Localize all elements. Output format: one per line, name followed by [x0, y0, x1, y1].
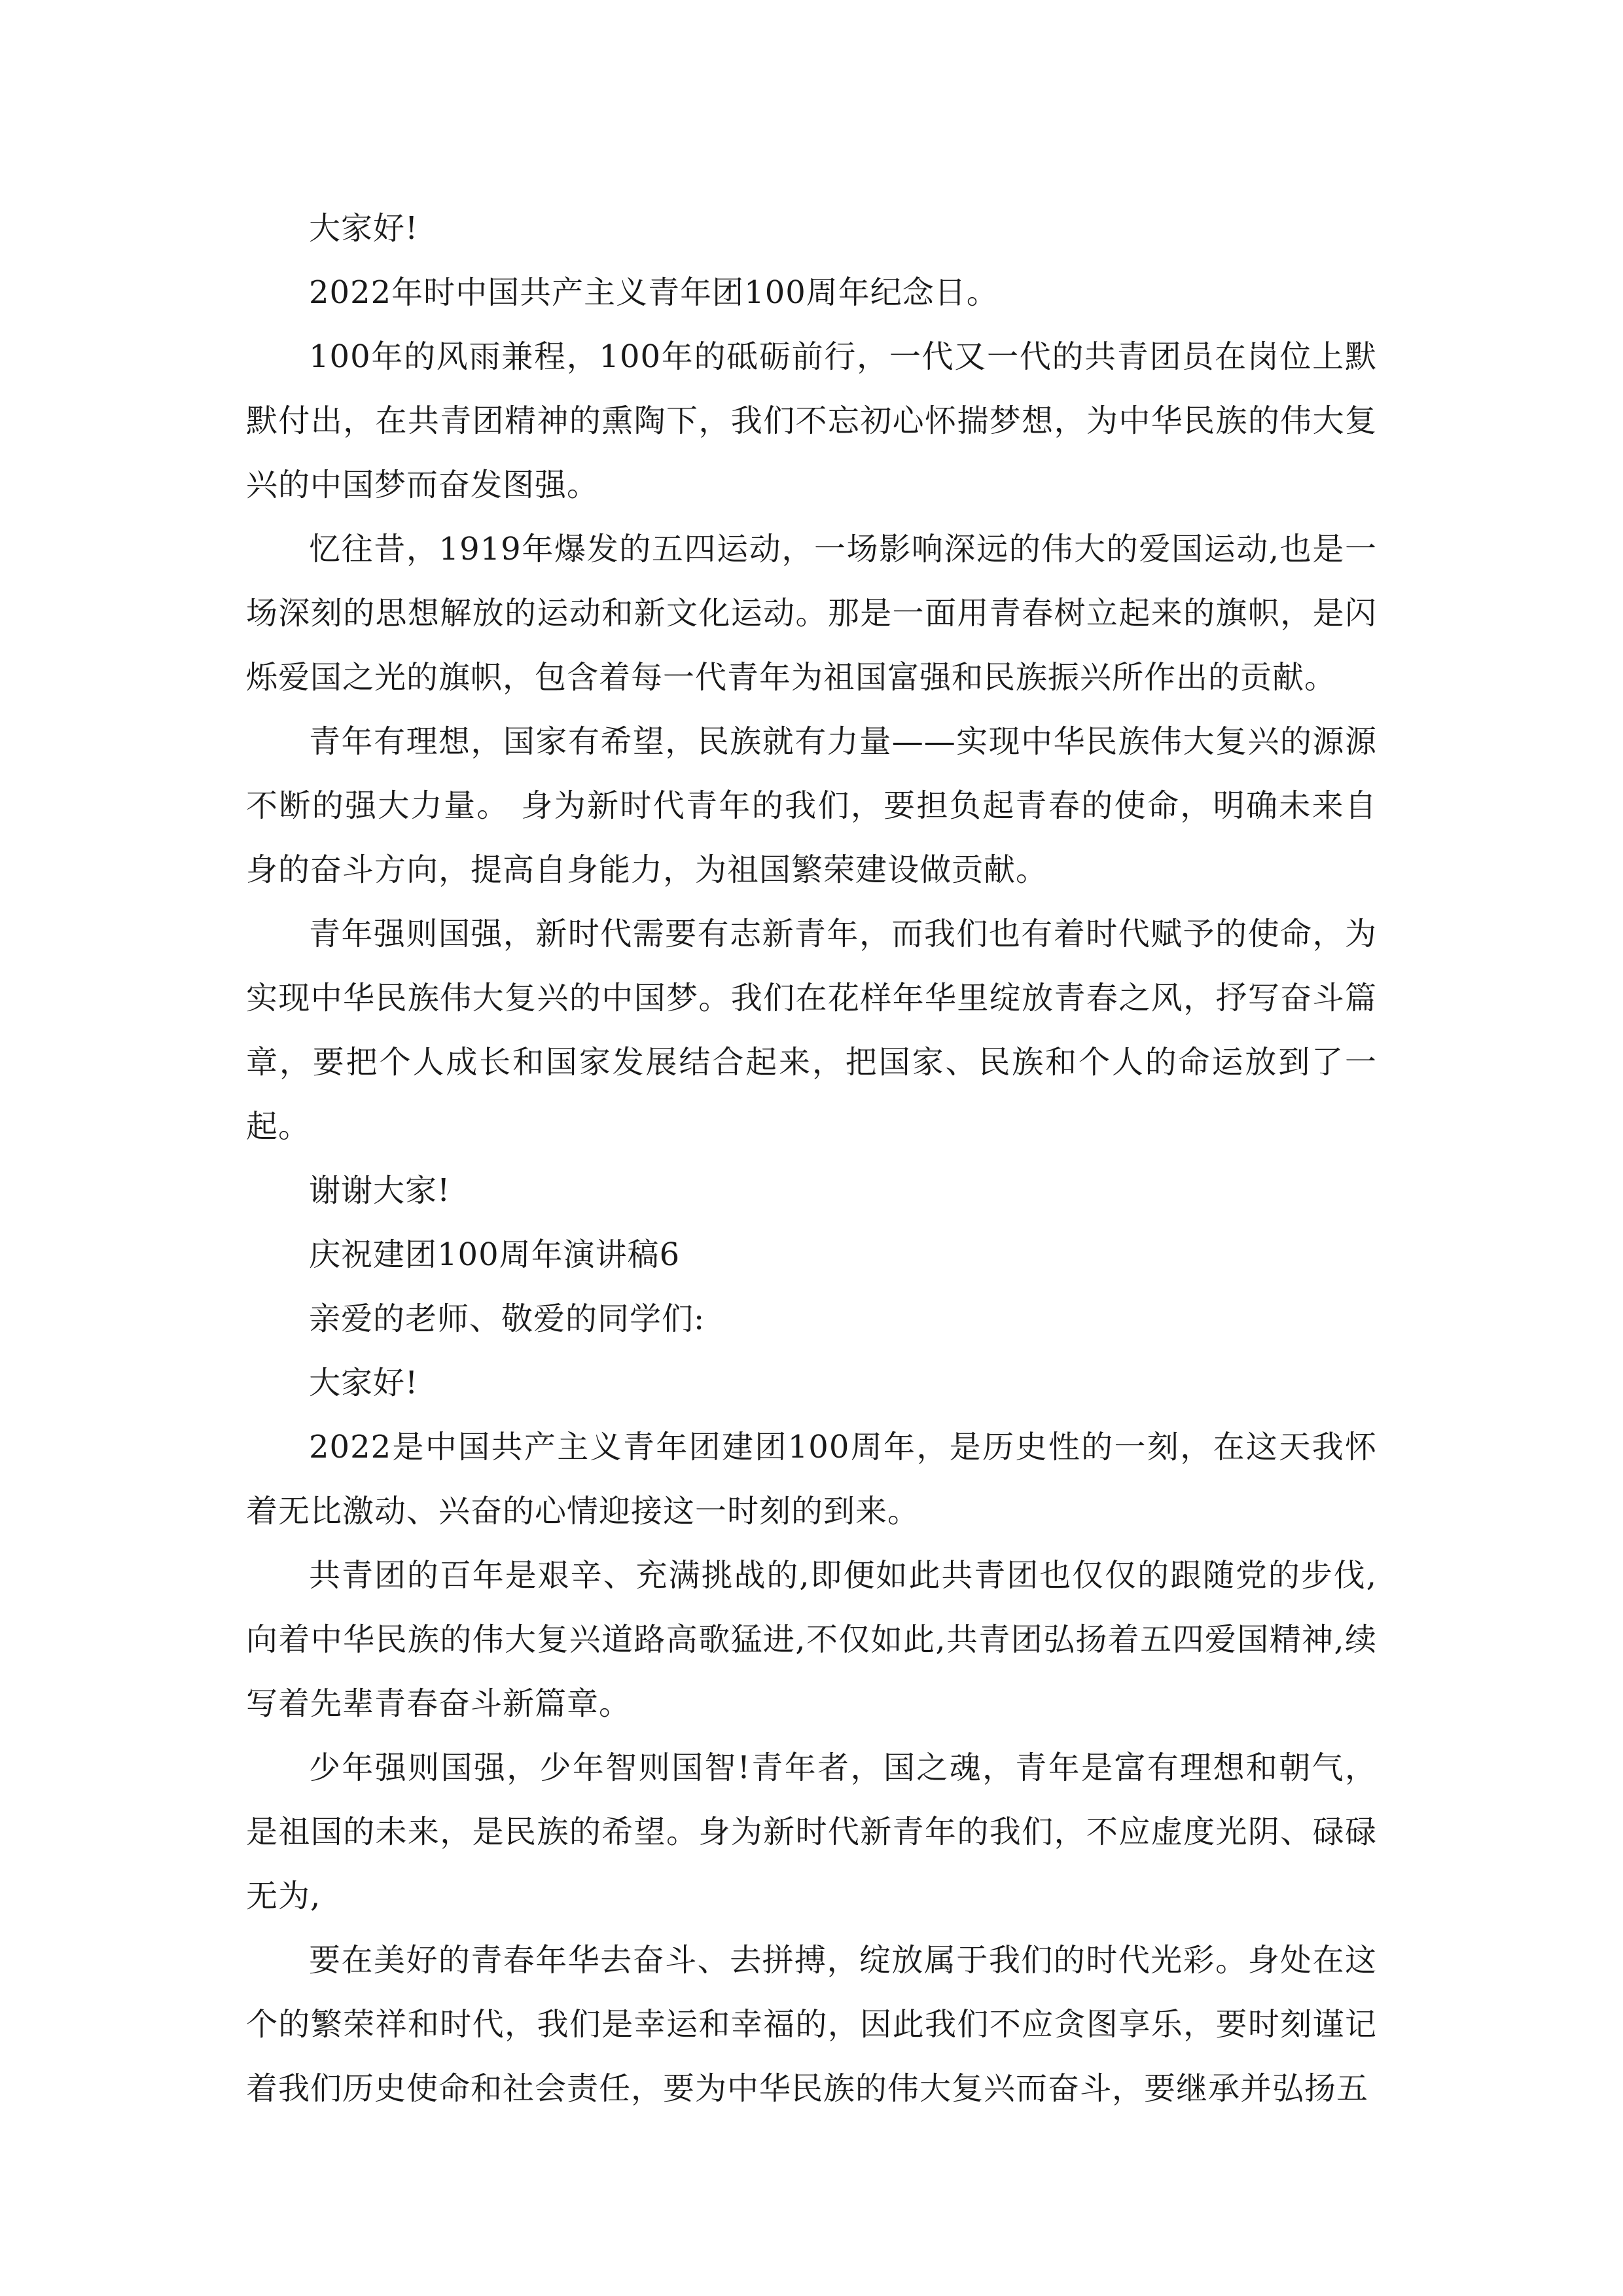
striving-paragraph: 要在美好的青春年华去奋斗、去拼搏，绽放属于我们的时代光彩。身处在这个的繁荣祥和时代，我们是幸运和幸福的，因此我们不应贪图享乐，要时刻谨记着我们历史使命和社会责任，要为中华民族的伟大复兴而奋斗，要继承并弘扬五 [246, 1942, 1377, 2107]
may-fourth-paragraph: 忆往昔，1919年爆发的五四运动，一场影响深远的伟大的爱国运动,也是一场深刻的思想解放的运动和新文化运动。那是一面用青春树立起来的旗帜，是闪烁爱国之光的旗帜，包含着每一代青年为祖国富强和民族振兴所作出的贡献。 [246, 531, 1377, 696]
youth-ideal-paragraph: 青年有理想，国家有希望，民族就有力量——实现中华民族伟大复兴的源源不断的强大力量。 身为新时代青年的我们，要担负起青春的使命，明确未来自身的奋斗方向，提高自身能力，为祖国繁荣建设做贡献。 [246, 723, 1377, 888]
league-century-paragraph: 共青团的百年是艰辛、充满挑战的,即便如此共青团也仅仅的跟随党的步伐,向着中华民族的伟大复兴道路高歌猛进,不仅如此,共青团弘扬着五四爱国精神,续写着先辈青春奋斗新篇章。 [246, 1557, 1377, 1722]
document-body [246, 196, 1377, 2121]
greeting-paragraph-2: 大家好! [309, 1365, 419, 1401]
thanks-paragraph: 谢谢大家! [309, 1172, 451, 1209]
youth-soul-paragraph: 少年强则国强，少年智则国智!青年者，国之魂，青年是富有理想和朝气，是祖国的未来，是民族的希望。身为新时代新青年的我们，不应虚度光阴、碌碌无为, [246, 1749, 1377, 1914]
salutation-paragraph: 亲爱的老师、敬爱的同学们: [309, 1300, 705, 1337]
centennial-paragraph: 2022是中国共产主义青年团建团100周年，是历史性的一刻，在这天我怀着无比激动、兴奋的心情迎接这一时刻的到来。 [246, 1429, 1377, 1530]
youth-strong-paragraph: 青年强则国强，新时代需要有志新青年，而我们也有着时代赋予的使命，为实现中华民族伟大复兴的中国梦。我们在花样年华里绽放青春之风，抒写奋斗篇章，要把个人成长和国家发展结合起来，把国家、民族和个人的命运放到了一起。 [246, 916, 1377, 1145]
greeting-paragraph: 大家好! [309, 210, 419, 247]
speech-title: 庆祝建团100周年演讲稿6 [309, 1236, 681, 1273]
anniversary-paragraph: 2022年时中国共产主义青年团100周年纪念日。 [309, 274, 999, 311]
history-paragraph: 100年的风雨兼程，100年的砥砺前行，一代又一代的共青团员在岗位上默默付出，在共青团精神的熏陶下，我们不忘初心怀揣梦想，为中华民族的伟大复兴的中国梦而奋发图强。 [246, 338, 1377, 503]
